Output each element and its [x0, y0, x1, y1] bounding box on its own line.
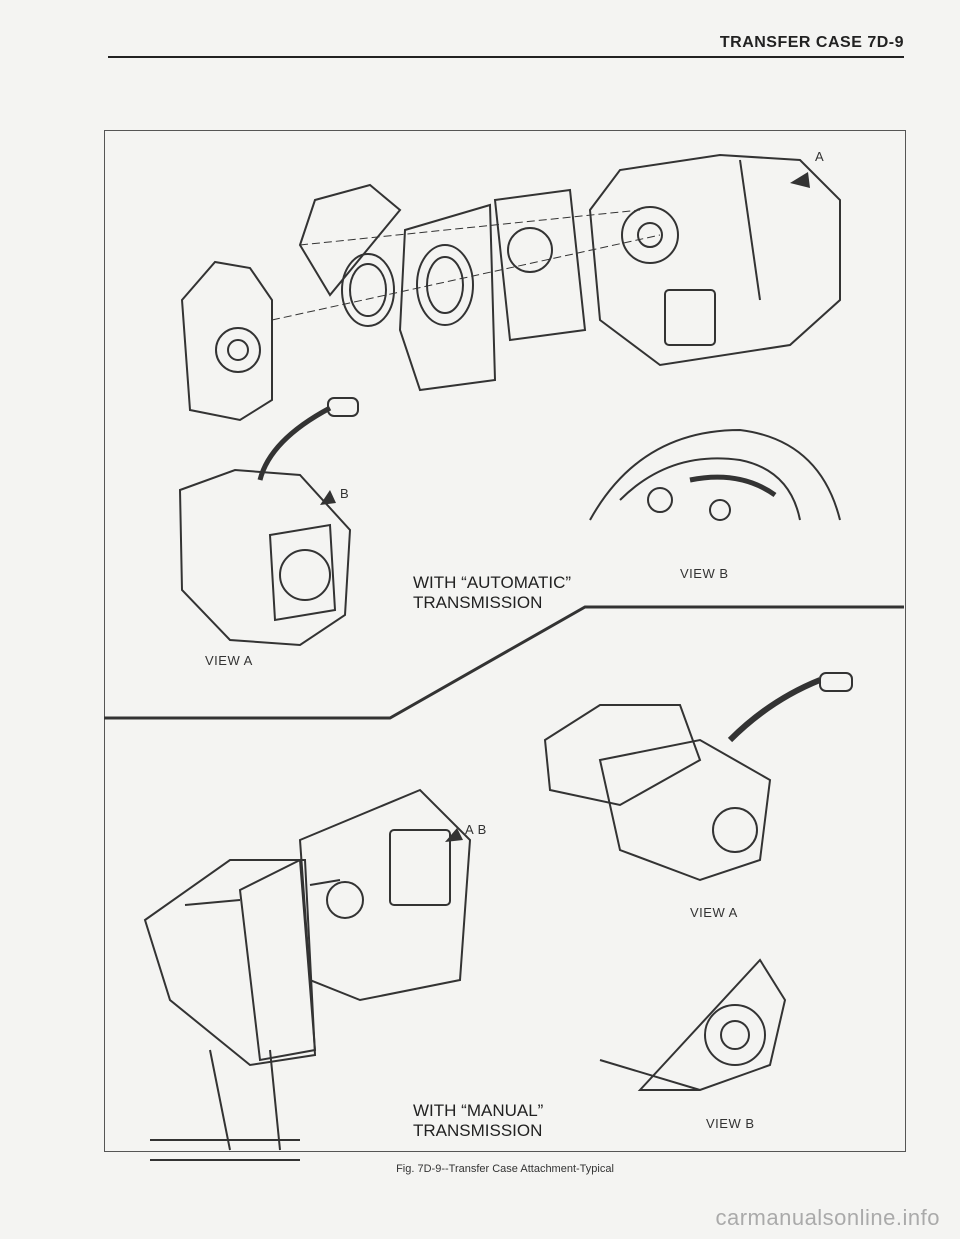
automatic-title-line2: TRANSMISSION — [413, 593, 543, 612]
manual-title-line1: WITH “MANUAL” — [413, 1101, 544, 1120]
callout-a-label: A — [815, 149, 825, 164]
arrow-b-icon — [320, 490, 336, 505]
callout-b-label: B — [340, 486, 350, 501]
arrow-a-icon — [790, 172, 810, 188]
figure-caption: Fig. 7D-9--Transfer Case Attachment-Typical — [396, 1163, 614, 1175]
automatic-view-a-label: VIEW A — [205, 653, 253, 668]
manual-view-a-label: VIEW A — [690, 905, 738, 920]
manual-view-b-label: VIEW B — [706, 1116, 755, 1131]
automatic-title-line1: WITH “AUTOMATIC” — [413, 573, 572, 592]
watermark: carmanualsonline.info — [715, 1205, 940, 1230]
automatic-title — [413, 573, 571, 613]
manual-title — [413, 1101, 543, 1141]
callout-ab-label: A B — [465, 822, 487, 837]
automatic-view-b-label: VIEW B — [680, 566, 729, 581]
manual-title-line2: TRANSMISSION — [413, 1121, 543, 1140]
section-title: TRANSFER CASE 7D-9 — [719, 34, 904, 51]
